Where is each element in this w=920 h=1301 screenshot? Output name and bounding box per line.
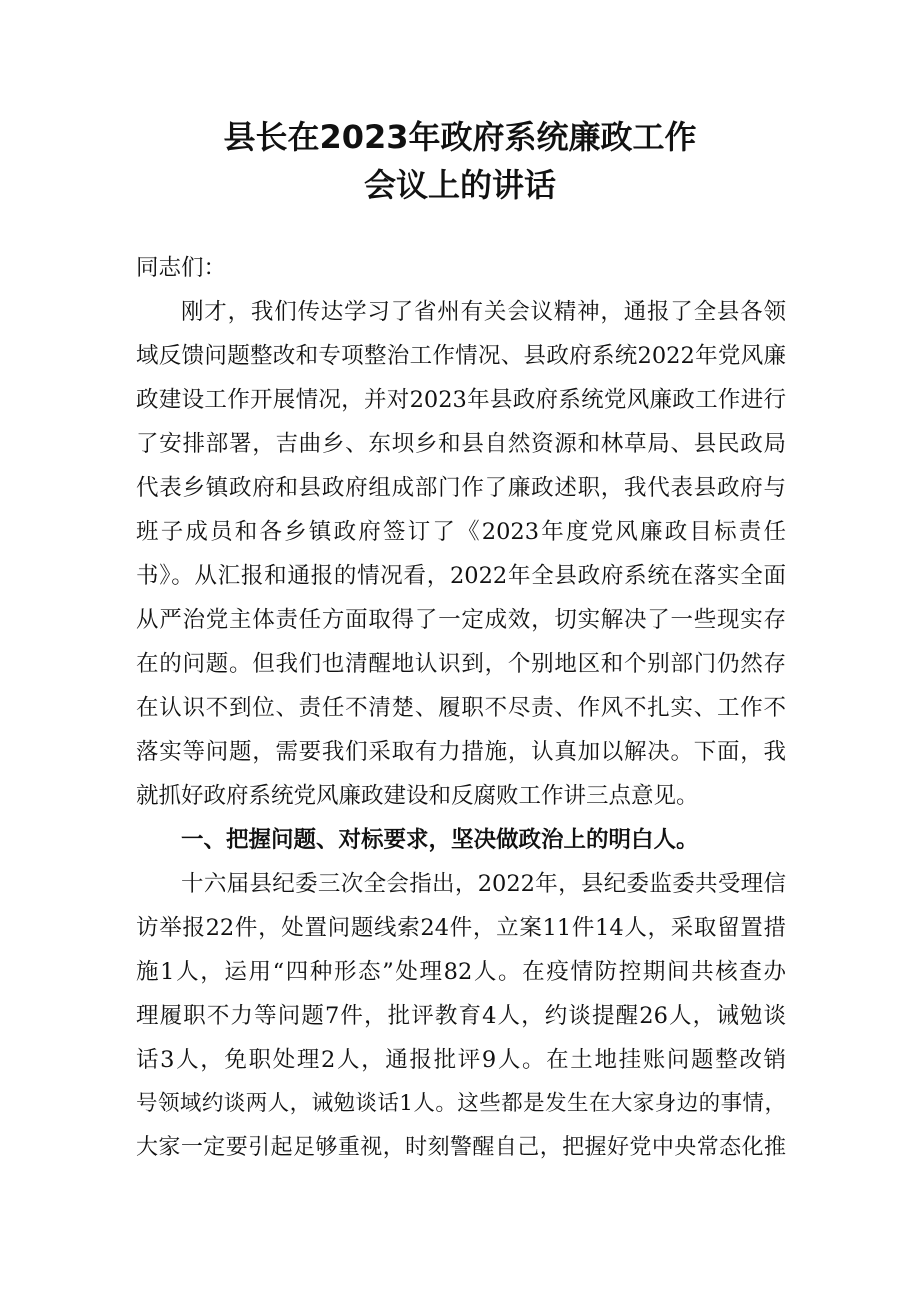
salutation: 同志们：: [136, 255, 227, 281]
paragraph-line: 代表乡镇政府和县政府组成部门作了廉政述职，我代表县政府与: [136, 475, 786, 501]
paragraph-line: 大家一定要引起足够重视，时刻警醒自己，把握好党中央常态化推: [136, 1135, 786, 1160]
paragraph-line: 了安排部署，吉曲乡、东坝乡和县自然资源和林草局、县民政局: [136, 431, 786, 457]
paragraph-line: 域反馈问题整改和专项整治工作情况、县政府系统2022年党风廉: [136, 343, 786, 369]
paragraph-line: 在的问题。但我们也清醒地认识到，个别地区和个别部门仍然存: [136, 651, 786, 677]
paragraph-line: 理履职不力等问题7件，批评教育4人，约谈提醒26人，诫勉谈: [136, 1003, 786, 1029]
paragraph-line: 就抓好政府系统党风廉政建设和反腐败工作讲三点意见。: [136, 783, 699, 809]
paragraph-line: 落实等问题，需要我们采取有力措施，认真加以解决。下面，我: [136, 739, 786, 765]
paragraph-line: 号领域约谈两人，诫勉谈话1人。这些都是发生在大家身边的事情，: [136, 1091, 786, 1116]
paragraph-line: 话3人，免职处理2人，通报批评9人。在土地挂账问题整改销: [136, 1047, 786, 1073]
paragraph-line: 从严治党主体责任方面取得了一定成效，切实解决了一些现实存: [136, 607, 786, 633]
document-title-line-2: 会议上的讲话: [363, 166, 556, 204]
paragraph-line: 政建设工作开展情况，并对2023年县政府系统党风廉政工作进行: [136, 387, 786, 413]
paragraph-line: 班子成员和各乡镇政府签订了《2023年度党风廉政目标责任: [136, 519, 786, 545]
paragraph-line: 施1人，运用“四种形态”处理82人。在疫情防控期间共核查办: [136, 959, 786, 985]
paragraph-line: 十六届县纪委三次全会指出，2022年，县纪委监委共受理信: [181, 871, 786, 897]
paragraph-line: 访举报22件，处置问题线索24件，立案11件14人，采取留置措: [136, 915, 786, 941]
paragraph-line: 书》。从汇报和通报的情况看，2022年全县政府系统在落实全面: [136, 563, 786, 589]
paragraph-line: 刚才，我们传达学习了省州有关会议精神，通报了全县各领: [181, 299, 786, 325]
document-title-line-1: 县长在2023年政府系统廉政工作: [223, 118, 697, 156]
section-heading: 一、把握问题、对标要求，坚决做政治上的明白人。: [181, 827, 699, 853]
paragraph-line: 在认识不到位、责任不清楚、履职不尽责、作风不扎实、工作不: [136, 695, 786, 721]
